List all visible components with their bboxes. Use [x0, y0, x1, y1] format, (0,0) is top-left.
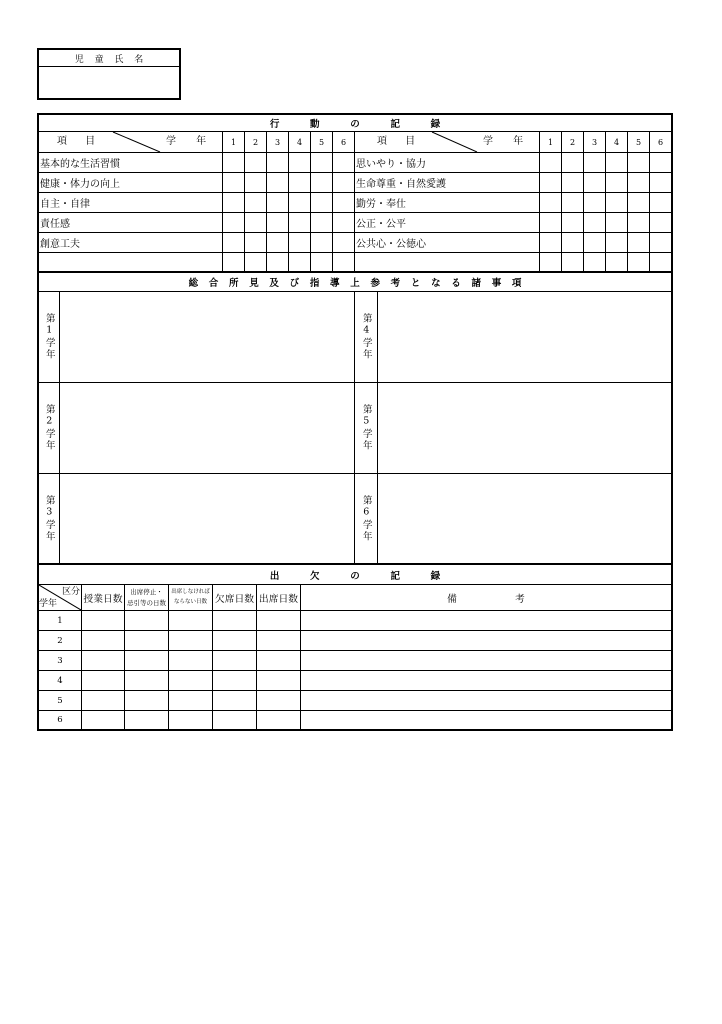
- grade-mark-cell: [289, 233, 311, 253]
- student-name-label: 児 童 氏 名: [39, 50, 179, 67]
- grade-label-5: 第5学年: [360, 404, 372, 452]
- grade-mark-cell: [311, 213, 333, 233]
- item-column-label: 項 目: [57, 136, 103, 147]
- grade-label-cell: [355, 292, 378, 383]
- grade-mark-cell: [540, 253, 562, 271]
- attendance-value-cell: [125, 651, 169, 671]
- grade-mark-cell: [267, 233, 289, 253]
- grade-label-1: 第1学年: [43, 313, 55, 361]
- student-name-box: [37, 48, 181, 100]
- grade-mark-cell: [540, 233, 562, 253]
- attendance-value-cell: [82, 631, 125, 651]
- grade-mark-cell: [628, 213, 650, 233]
- attendance-value-cell: [125, 691, 169, 711]
- grade-mark-cell: [606, 153, 628, 173]
- required-days-line-2: ならない日数: [173, 599, 207, 605]
- grade-mark-cell: [289, 253, 311, 271]
- grade-number-header: 4: [289, 132, 311, 153]
- attendance-value-cell: [169, 611, 213, 631]
- attendance-value-cell: [169, 711, 213, 729]
- grade-mark-cell: [311, 193, 333, 213]
- behavior-record-section: [39, 115, 671, 271]
- grade-mark-cell: [562, 173, 584, 193]
- grade-mark-cell: [540, 153, 562, 173]
- grade-mark-cell: [650, 193, 671, 213]
- grade-mark-cell: [245, 173, 267, 193]
- attendance-value-cell: [257, 711, 301, 729]
- grade-mark-cell: [606, 173, 628, 193]
- grade-mark-cell: [333, 233, 355, 253]
- grade-mark-cell: [562, 153, 584, 173]
- grade-mark-cell: [650, 173, 671, 193]
- behavior-item-right: 勤労・奉仕: [355, 193, 540, 213]
- attendance-value-cell: [213, 651, 257, 671]
- attendance-value-cell: [82, 691, 125, 711]
- grade-mark-cell: [606, 213, 628, 233]
- behavior-item-left-blank: [39, 253, 223, 271]
- grade-mark-cell: [267, 193, 289, 213]
- grade-mark-cell: [311, 253, 333, 271]
- behavior-item-header-right: [355, 132, 540, 153]
- findings-content-cell: [378, 383, 671, 474]
- attendance-record-title: 出 欠 の 記 録: [39, 565, 671, 585]
- grade-label: 学年: [39, 599, 58, 609]
- grade-label-cell: [39, 292, 60, 383]
- attendance-grade: 6: [39, 711, 82, 729]
- attendance-value-cell: [169, 691, 213, 711]
- grade-mark-cell: [650, 153, 671, 173]
- attended-days-header: 出席日数: [257, 585, 301, 611]
- behavior-item-right: 生命尊重・自然愛護: [355, 173, 540, 193]
- grade-label-cell: [39, 474, 60, 563]
- grade-mark-cell: [333, 193, 355, 213]
- attendance-record-section: [39, 563, 671, 729]
- attendance-value-cell: [125, 631, 169, 651]
- required-days-line-1: 出席しなければ: [171, 588, 210, 595]
- behavior-item-right: 思いやり・協力: [355, 153, 540, 173]
- grade-mark-cell: [628, 253, 650, 271]
- absent-days-header: 欠席日数: [213, 585, 257, 611]
- grade-mark-cell: [245, 253, 267, 271]
- attendance-value-cell: [257, 631, 301, 651]
- item-column-label: 項 目: [377, 136, 423, 147]
- grade-mark-cell: [223, 253, 245, 271]
- grade-label-2: 第2学年: [43, 404, 55, 452]
- grade-mark-cell: [650, 233, 671, 253]
- grade-mark-cell: [606, 193, 628, 213]
- grade-mark-cell: [606, 233, 628, 253]
- grade-mark-cell: [333, 173, 355, 193]
- attendance-value-cell: [257, 651, 301, 671]
- grade-mark-cell: [245, 213, 267, 233]
- attendance-value-cell: [213, 691, 257, 711]
- findings-content-cell: [378, 292, 671, 383]
- attendance-grade: 2: [39, 631, 82, 651]
- behavior-item-left: 基本的な生活習慣: [39, 153, 223, 173]
- grade-number-header: 3: [584, 132, 606, 153]
- findings-content-cell: [378, 474, 671, 563]
- grade-number-header: 2: [562, 132, 584, 153]
- grade-mark-cell: [289, 173, 311, 193]
- remarks-cell: [301, 671, 671, 691]
- grade-mark-cell: [540, 193, 562, 213]
- grade-mark-cell: [562, 213, 584, 233]
- remarks-cell: [301, 611, 671, 631]
- remarks-cell: [301, 691, 671, 711]
- grade-mark-cell: [311, 233, 333, 253]
- grade-label-4: 第4学年: [360, 313, 372, 361]
- grade-mark-cell: [223, 193, 245, 213]
- record-form: [37, 113, 673, 731]
- attendance-value-cell: [213, 631, 257, 651]
- attendance-value-cell: [82, 651, 125, 671]
- behavior-item-left: 創意工夫: [39, 233, 223, 253]
- behavior-item-left: 自主・自律: [39, 193, 223, 213]
- grade-mark-cell: [628, 173, 650, 193]
- grade-mark-cell: [333, 213, 355, 233]
- attendance-grade: 4: [39, 671, 82, 691]
- attendance-value-cell: [169, 671, 213, 691]
- grade-mark-cell: [223, 173, 245, 193]
- attendance-value-cell: [169, 651, 213, 671]
- grade-mark-cell: [540, 213, 562, 233]
- grade-mark-cell: [628, 233, 650, 253]
- attendance-value-cell: [125, 711, 169, 729]
- grade-number-header: 3: [267, 132, 289, 153]
- grade-mark-cell: [311, 173, 333, 193]
- student-name-field: [39, 67, 179, 98]
- grade-label-3: 第3学年: [43, 494, 55, 543]
- attendance-value-cell: [213, 671, 257, 691]
- suspended-days-line-2: 忌引等の日数: [127, 599, 166, 607]
- grade-number-header: 1: [223, 132, 245, 153]
- suspended-days-line-1: 出席停止・: [130, 587, 163, 596]
- attendance-grade: 3: [39, 651, 82, 671]
- grade-number-header: 5: [628, 132, 650, 153]
- grade-mark-cell: [584, 213, 606, 233]
- attendance-grade: 5: [39, 691, 82, 711]
- grade-mark-cell: [223, 153, 245, 173]
- attendance-value-cell: [125, 671, 169, 691]
- attendance-value-cell: [82, 611, 125, 631]
- attendance-value-cell: [82, 671, 125, 691]
- attendance-value-cell: [257, 691, 301, 711]
- grade-mark-cell: [289, 193, 311, 213]
- attendance-value-cell: [125, 611, 169, 631]
- grade-column-label: 学 年: [483, 136, 532, 147]
- behavior-item-right: 公正・公平: [355, 213, 540, 233]
- grade-label-cell: [39, 383, 60, 474]
- grade-number-header: 2: [245, 132, 267, 153]
- grade-mark-cell: [584, 253, 606, 271]
- grade-mark-cell: [333, 253, 355, 271]
- grade-label-cell: [355, 474, 378, 563]
- grade-mark-cell: [245, 153, 267, 173]
- grade-mark-cell: [584, 173, 606, 193]
- general-findings-section: [39, 271, 671, 563]
- grade-mark-cell: [333, 153, 355, 173]
- grade-mark-cell: [223, 233, 245, 253]
- category-label: 区分: [62, 587, 81, 597]
- grade-mark-cell: [267, 173, 289, 193]
- grade-mark-cell: [584, 153, 606, 173]
- remarks-cell: [301, 711, 671, 729]
- behavior-item-right: 公共心・公徳心: [355, 233, 540, 253]
- grade-mark-cell: [540, 173, 562, 193]
- attendance-grade: 1: [39, 611, 82, 631]
- behavior-item-right-blank: [355, 253, 540, 271]
- behavior-item-header-left: [39, 132, 223, 153]
- grade-mark-cell: [562, 253, 584, 271]
- findings-content-cell: [60, 292, 355, 383]
- grade-mark-cell: [628, 153, 650, 173]
- suspended-days-header: [125, 585, 169, 611]
- attendance-value-cell: [213, 711, 257, 729]
- grade-column-label: 学 年: [166, 136, 215, 147]
- grade-mark-cell: [267, 213, 289, 233]
- grade-label-cell: [355, 383, 378, 474]
- grade-label-6: 第6学年: [360, 494, 372, 543]
- category-grade-header: [39, 585, 82, 611]
- findings-content-cell: [60, 383, 355, 474]
- behavior-item-left: 責任感: [39, 213, 223, 233]
- grade-mark-cell: [245, 193, 267, 213]
- attendance-value-cell: [169, 631, 213, 651]
- grade-number-header: 5: [311, 132, 333, 153]
- remarks-cell: [301, 631, 671, 651]
- general-findings-title: 総 合 所 見 及 び 指 導 上 参 考 と な る 諸 事 項: [39, 273, 671, 292]
- grade-mark-cell: [628, 193, 650, 213]
- grade-mark-cell: [562, 193, 584, 213]
- behavior-record-title: 行 動 の 記 録: [39, 115, 671, 132]
- grade-mark-cell: [311, 153, 333, 173]
- remarks-header: 備 考: [301, 585, 671, 611]
- grade-mark-cell: [245, 233, 267, 253]
- attendance-value-cell: [82, 711, 125, 729]
- findings-content-cell: [60, 474, 355, 563]
- grade-mark-cell: [584, 193, 606, 213]
- grade-number-header: 6: [333, 132, 355, 153]
- grade-number-header: 6: [650, 132, 671, 153]
- grade-mark-cell: [289, 153, 311, 173]
- behavior-item-left: 健康・体力の向上: [39, 173, 223, 193]
- attendance-value-cell: [213, 611, 257, 631]
- grade-mark-cell: [562, 233, 584, 253]
- grade-mark-cell: [267, 253, 289, 271]
- grade-mark-cell: [606, 253, 628, 271]
- grade-mark-cell: [289, 213, 311, 233]
- required-days-header: [169, 585, 213, 611]
- grade-mark-cell: [650, 213, 671, 233]
- attendance-value-cell: [257, 611, 301, 631]
- grade-mark-cell: [223, 213, 245, 233]
- grade-mark-cell: [267, 153, 289, 173]
- remarks-cell: [301, 651, 671, 671]
- attendance-value-cell: [257, 671, 301, 691]
- grade-mark-cell: [650, 253, 671, 271]
- grade-number-header: 1: [540, 132, 562, 153]
- class-days-header: 授業日数: [82, 585, 125, 611]
- grade-mark-cell: [584, 233, 606, 253]
- grade-number-header: 4: [606, 132, 628, 153]
